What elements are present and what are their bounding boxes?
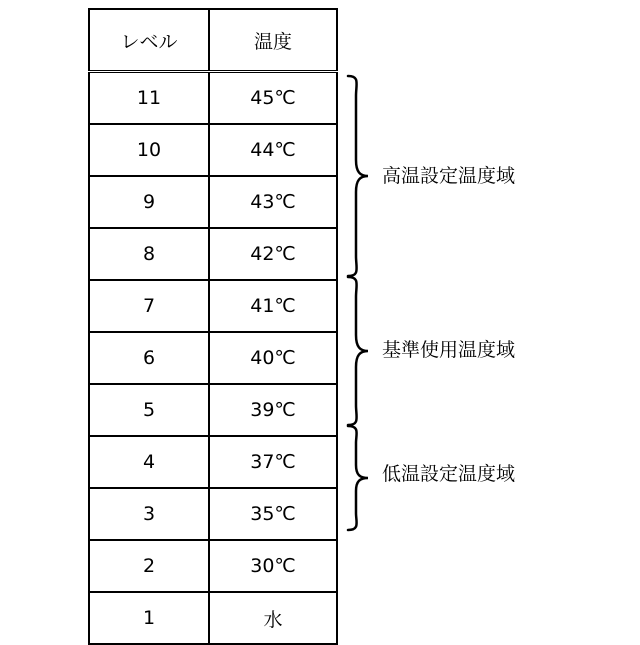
table-row [89, 436, 337, 488]
table-row [89, 124, 337, 176]
cell-temperature: 30℃ [209, 540, 337, 592]
cell-temperature: 40℃ [209, 332, 337, 384]
cell-temperature: 44℃ [209, 124, 337, 176]
group-label-high-temperature: 高温設定温度域 [382, 165, 516, 187]
group-label-standard-temperature: 基準使用温度域 [382, 339, 516, 361]
group-label-low-temperature: 低温設定温度域 [382, 463, 516, 485]
table-row [89, 228, 337, 280]
cell-temperature: 39℃ [209, 384, 337, 436]
cell-temperature: 45℃ [209, 72, 337, 125]
cell-temperature: 35℃ [209, 488, 337, 540]
table-row [89, 592, 337, 644]
table-row [89, 540, 337, 592]
cell-level: 4 [89, 436, 209, 488]
cell-level: 5 [89, 384, 209, 436]
cell-level: 10 [89, 124, 209, 176]
table-row [89, 488, 337, 540]
cell-level: 2 [89, 540, 209, 592]
cell-level: 3 [89, 488, 209, 540]
table-header-row [89, 9, 337, 72]
cell-temperature: 42℃ [209, 228, 337, 280]
table-row [89, 72, 337, 125]
table-row [89, 176, 337, 228]
cell-temperature: 41℃ [209, 280, 337, 332]
column-header-temperature: 温度 [209, 9, 337, 72]
cell-level: 7 [89, 280, 209, 332]
brace-low-icon [348, 426, 368, 530]
cell-temperature: 水 [209, 592, 337, 644]
brace-high-icon [348, 76, 368, 276]
cell-temperature: 43℃ [209, 176, 337, 228]
cell-level: 9 [89, 176, 209, 228]
cell-level: 8 [89, 228, 209, 280]
temperature-table [88, 8, 338, 645]
table-row [89, 384, 337, 436]
brace-standard-icon [348, 277, 368, 425]
table-row [89, 332, 337, 384]
cell-level: 11 [89, 72, 209, 125]
column-header-level: レベル [89, 9, 209, 72]
cell-level: 1 [89, 592, 209, 644]
table-row [89, 280, 337, 332]
cell-level: 6 [89, 332, 209, 384]
cell-temperature: 37℃ [209, 436, 337, 488]
